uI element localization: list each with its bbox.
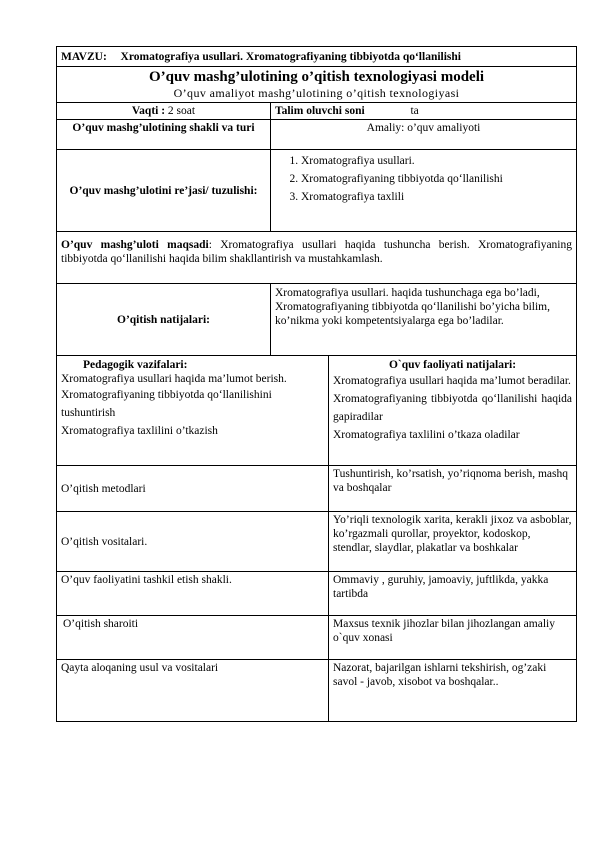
model-title-cell	[57, 67, 577, 103]
results-text: Xromatografiya usullari. haqida tushunchaga ega bo’ladi, Xromatografiyaning tibbiyotda qo‘llanilishi bo’yicha bilim, ko’nikma yoki kompetentsiyalarga ega bo’ladilar.	[271, 284, 577, 356]
goal-text: : Xromatografiya usullari haqida tushuncha berish. Xromatografiyaning tibbiyotda qo‘llanilishi haqida bilim shakllantirish va mustahkamlash.	[61, 239, 573, 265]
model-subtitle: O’quv amaliyot mashg’ulotining o’qitish texnologiyasi	[173, 86, 460, 100]
methods-row	[57, 466, 577, 512]
results-row	[57, 284, 577, 356]
lesson-plan-table	[56, 46, 577, 722]
plan-item: 3. Xromatografiya taxlili	[301, 188, 572, 206]
tools-row	[57, 512, 577, 572]
time-value: 2 soat	[167, 105, 196, 117]
organization-row	[57, 572, 577, 616]
tools-label: O’qitish vositalari.	[57, 512, 329, 572]
students-value: ta	[410, 105, 419, 117]
organization-value: Ommaviy , guruhiy, jamoaviy, juftlikda, yakka tartibda	[329, 572, 577, 616]
feedback-value: Nazorat, bajarilgan ishlarni tekshirish, og’zaki savol - javob, xisobot va boshqalar..	[329, 660, 577, 722]
form-label: O’quv mashg’ulotining shakli va turi	[57, 120, 271, 150]
form-row	[57, 120, 577, 150]
time-row	[57, 103, 577, 120]
form-value: Amaliy: o’quv amaliyoti	[271, 120, 577, 150]
plan-cell	[271, 150, 577, 232]
plan-list	[275, 152, 572, 206]
organization-label: O’quv faoliyatini tashkil etish shakli.	[57, 572, 329, 616]
activity-result: Xromatografiyaning tibbiyotda qo‘llanilishi haqida gapiradilar	[333, 393, 573, 423]
pedagogical-task: Xromatografiya taxlilini o’tkazish	[61, 425, 218, 437]
feedback-row	[57, 660, 577, 722]
tools-value: Yo’riqli texnologik xarita, kerakli jixoz va asboblar, ko’rgazmali qurollar, proyektor, kodoskop, stendlar, slaydlar, plakatlar va boshkalar	[329, 512, 577, 572]
time-label: Vaqti :	[131, 105, 166, 117]
pedagogical-tasks-title: Pedagogik vazifalari:	[83, 359, 188, 371]
lesson-plan-page	[56, 46, 576, 722]
methods-value: Tushuntirish, ko’rsatish, yo’riqnoma berish, mashq va boshqalar	[329, 466, 577, 512]
plan-item: 2. Xromatografiyaning tibbiyotda qo‘llanilishi	[301, 170, 572, 188]
feedback-label: Qayta aloqaning usul va vositalari	[57, 660, 329, 722]
students-cell	[271, 103, 577, 120]
pedagogical-task: Xromatografiyaning tibbiyotda qo‘llanilishini tushuntirish	[61, 389, 272, 419]
model-title-row	[57, 67, 577, 103]
activity-results-title: O`quv faoliyati natijalari:	[388, 359, 517, 371]
conditions-value: Maxsus texnik jihozlar bilan jihozlangan amaliy o`quv xonasi	[329, 616, 577, 660]
results-label: O’qitish natijalari:	[57, 284, 271, 356]
pedagogical-task: Xromatografiya usullari haqida ma’lumot berish.	[61, 373, 287, 385]
activity-result: Xromatografiya taxlilini o’tkaza oladilar	[333, 429, 520, 441]
topic-row	[57, 47, 577, 67]
plan-item: 1. Xromatografiya usullari.	[301, 152, 572, 170]
tasks-row	[57, 356, 577, 466]
time-cell	[57, 103, 271, 120]
topic-label: MAVZU:	[61, 51, 107, 63]
conditions-row	[57, 616, 577, 660]
methods-label: O’qitish metodlari	[57, 466, 329, 512]
model-title: O’quv mashg’ulotining o’qitish texnologiyasi modeli	[148, 69, 485, 85]
activity-results-cell	[329, 356, 577, 466]
conditions-label: O’qitish sharoiti	[57, 616, 329, 660]
pedagogical-tasks-cell	[57, 356, 329, 466]
goal-label: O’quv mashg’uloti maqsadi	[61, 239, 209, 251]
goal-row	[57, 232, 577, 284]
students-label: Talim oluvchi soni	[275, 105, 365, 117]
activity-result: Xromatografiya usullari haqida ma’lumot beradilar.	[333, 375, 571, 387]
goal-cell	[57, 232, 577, 284]
topic-cell	[57, 47, 577, 67]
plan-row	[57, 150, 577, 232]
topic-text: Xromatografiya usullari. Xromatografiyaning tibbiyotda qo‘llanilishi	[120, 51, 461, 63]
plan-label: O’quv mashg’ulotini re’jasi/ tuzulishi:	[57, 150, 271, 232]
